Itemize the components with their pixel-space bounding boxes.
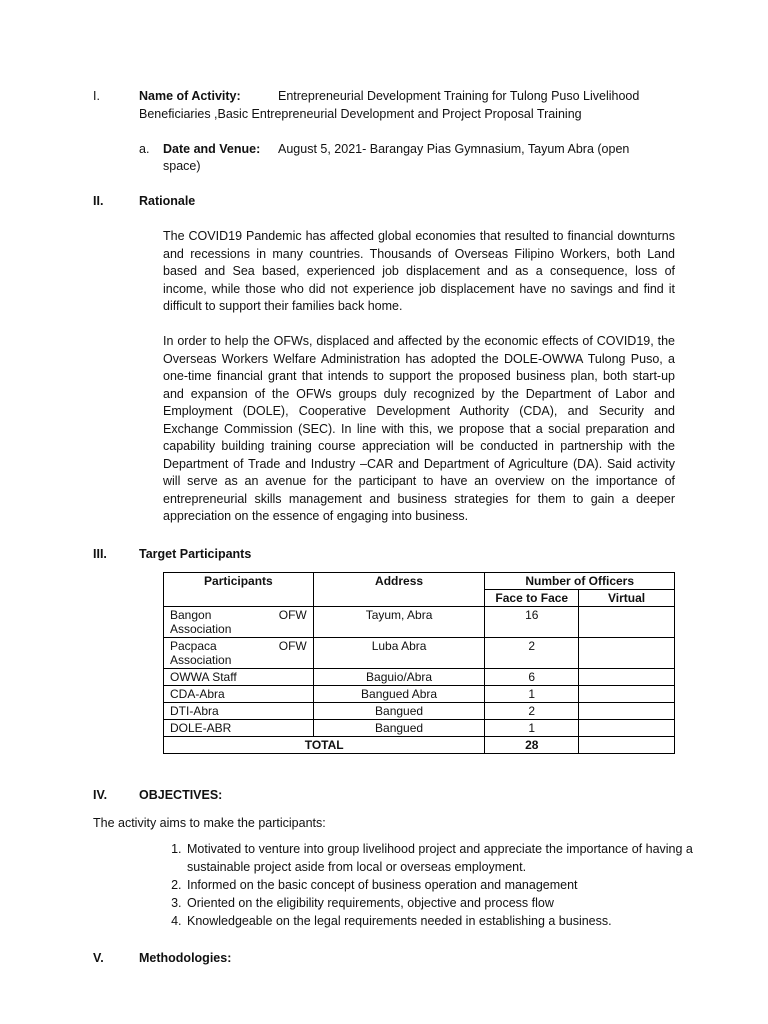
objectives-heading: OBJECTIVES: (139, 788, 223, 802)
participant-cell (164, 638, 314, 669)
virtual-cell (579, 669, 675, 686)
date-venue-value-line2: space) (163, 159, 201, 173)
section-3-numeral: III. (93, 547, 107, 561)
virtual-cell (579, 607, 675, 638)
table-row (164, 669, 675, 686)
address-cell: Baguio/Abra (313, 669, 485, 686)
list-item: 1. Motivated to venture into group livelihood project and appreciate the importance of having a sustainable project aside from local or overseas employment. (185, 840, 697, 876)
table-row (164, 703, 675, 720)
table-row (164, 720, 675, 737)
address-cell: Bangued (313, 703, 485, 720)
virtual-cell (579, 703, 675, 720)
participant-cell: CDA-Abra (164, 686, 314, 703)
officers-header: Number of Officers (485, 573, 675, 590)
date-venue-label: Date and Venue: (163, 142, 261, 156)
total-row (164, 737, 675, 754)
target-participants-heading: Target Participants (139, 547, 252, 561)
table-row (164, 686, 675, 703)
activity-name-value-line1: Entrepreneurial Development Training for Tulong Puso Livelihood (278, 89, 640, 103)
list-item: 2. Informed on the basic concept of business operation and management (185, 876, 697, 894)
participant-name-part: OFW (278, 608, 307, 622)
total-face-to-face: 28 (485, 737, 579, 754)
rationale-heading: Rationale (139, 194, 196, 208)
rationale-paragraph-1: The COVID19 Pandemic has affected global economies that resulted to financial downturns and recessions in many countries. Thousands of Overseas Filipino Workers, both Land based and Sea based, experienced job displacement and as a consequence, loss of income, while those who did not experience job displacement have no savings and find it difficult to support their families back home. (163, 229, 675, 313)
participant-cell: DOLE-ABR (164, 720, 314, 737)
face-to-face-cell: 16 (485, 607, 579, 638)
participant-cell: OWWA Staff (164, 669, 314, 686)
activity-name-label: Name of Activity: (139, 89, 241, 103)
participant-name-part: Association (170, 622, 232, 636)
participant-name-part: Pacpaca (170, 639, 217, 653)
section-2-numeral: II. (93, 194, 104, 208)
participants-table (163, 572, 675, 754)
methodologies-heading: Methodologies: (139, 951, 232, 965)
total-label: TOTAL (164, 737, 485, 754)
address-cell: Luba Abra (313, 638, 485, 669)
virtual-cell (579, 638, 675, 669)
activity-name-value-line2: Beneficiaries ,Basic Entrepreneurial Development and Project Proposal Training (139, 107, 582, 121)
date-venue-value-line1: August 5, 2021- Barangay Pias Gymnasium, Tayum Abra (open (278, 142, 630, 156)
address-cell: Bangued Abra (313, 686, 485, 703)
section-4-numeral: IV. (93, 788, 108, 802)
participant-cell: DTI-Abra (164, 703, 314, 720)
face-to-face-cell: 1 (485, 720, 579, 737)
participant-name-part: Bangon (170, 608, 212, 622)
face-to-face-cell: 1 (485, 686, 579, 703)
address-cell: Bangued (313, 720, 485, 737)
table-row (164, 607, 675, 638)
participant-name-part: Association (170, 653, 232, 667)
face-to-face-cell: 6 (485, 669, 579, 686)
section-1-numeral: I. (93, 89, 100, 103)
participants-header: Participants (164, 573, 314, 607)
list-item: 3. Oriented on the eligibility requirements, objective and process flow (185, 894, 697, 912)
virtual-cell (579, 720, 675, 737)
objectives-intro: The activity aims to make the participants: (93, 816, 326, 830)
total-virtual (579, 737, 675, 754)
participant-name-part: OFW (278, 639, 307, 653)
virtual-cell (579, 686, 675, 703)
face-to-face-header: Face to Face (485, 590, 579, 607)
virtual-header: Virtual (579, 590, 675, 607)
address-header: Address (313, 573, 485, 607)
sub-item-marker: a. (139, 142, 150, 156)
address-cell: Tayum, Abra (313, 607, 485, 638)
rationale-paragraph-2: In order to help the OFWs, displaced and affected by the economic effects of COVID19, the Overseas Workers Welfare Administration has adopted the DOLE-OWWA Tulong Puso, a one-time financial grant that intends to support the proposed business plan, both start-up and expansion of the OFWs groups duly recognized by the Department of Labor and Employment (DOLE), Cooperative Development Authority (CDA), and Security and Exchange Commission (SEC). In line with this, we propose that a social preparation and capability building training course appreciation will be conducted in partnership with the Department of Trade and Industry –CAR and Department of Agriculture (DA). Said activity will serve as an avenue for the participant to have an overview on the importance of entrepreneurial skills management and business strategies for them to gain a deeper appreciation on the essence of engaging into business. (163, 334, 675, 523)
face-to-face-cell: 2 (485, 703, 579, 720)
list-item: 4. Knowledgeable on the legal requirements needed in establishing a business. (185, 912, 697, 930)
participant-cell (164, 607, 314, 638)
objectives-list (163, 840, 697, 930)
section-5-numeral: V. (93, 951, 104, 965)
table-row (164, 638, 675, 669)
face-to-face-cell: 2 (485, 638, 579, 669)
